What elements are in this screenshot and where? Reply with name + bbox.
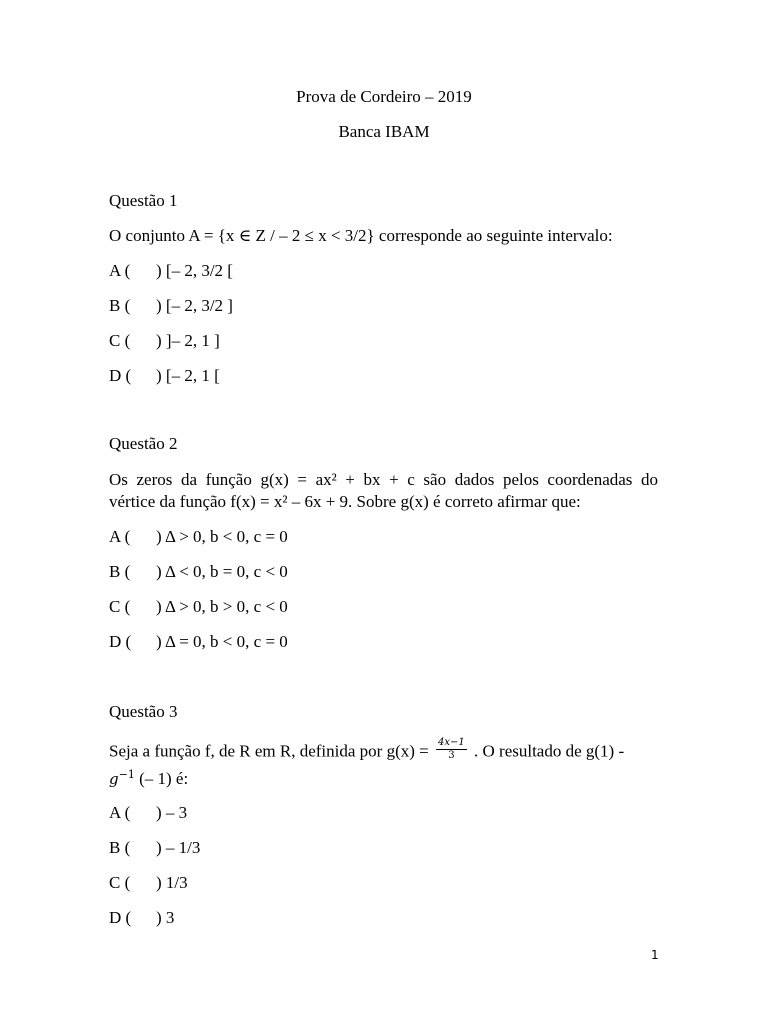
option-letter: B ( — [109, 838, 131, 857]
option-text: ) – 1/3 — [156, 838, 201, 857]
option-text: ) ]– 2, 1 ] — [156, 331, 220, 350]
question-2-option-b — [109, 562, 288, 582]
question-3-option-a — [109, 803, 187, 823]
question-3-statement-line-2 — [109, 768, 188, 789]
option-text: ) [– 2, 3/2 ] — [156, 296, 233, 315]
statement-rest: (– 1) é: — [134, 769, 189, 788]
option-text: ) Δ < 0, b = 0, c < 0 — [156, 562, 288, 581]
fraction-numerator: 4x−1 — [438, 737, 465, 748]
question-3-statement-line-1 — [109, 737, 625, 765]
question-3-heading: Questão 3 — [109, 702, 178, 721]
question-2-statement-line-1: Os zeros da função g(x) = ax² + bx + c são dados pelos coordenadas do — [109, 470, 658, 489]
question-1-option-b — [109, 296, 233, 316]
option-text: ) [– 2, 1 [ — [156, 366, 220, 385]
option-text: ) [– 2, 3/2 [ — [156, 261, 233, 280]
inverse-function — [109, 770, 135, 788]
statement-prefix: Seja a função f, de R em R, definida por g(x) = — [109, 741, 433, 761]
document-subtitle: Banca IBAM — [338, 122, 430, 141]
option-text: ) Δ > 0, b > 0, c < 0 — [156, 597, 288, 616]
question-3-option-c — [109, 873, 188, 893]
page-number: 1 — [651, 948, 659, 962]
option-text: ) Δ > 0, b < 0, c = 0 — [156, 527, 288, 546]
question-2-option-d — [109, 632, 288, 652]
question-1-option-a — [109, 261, 233, 281]
option-text: ) 3 — [156, 908, 175, 927]
question-2-option-c — [109, 597, 288, 617]
question-3-option-b — [109, 838, 200, 858]
option-letter: D ( — [109, 908, 132, 927]
fraction — [436, 737, 467, 762]
option-text: ) – 3 — [156, 803, 188, 822]
option-letter: C ( — [109, 873, 131, 892]
option-letter: B ( — [109, 296, 131, 315]
question-2-heading: Questão 2 — [109, 434, 178, 453]
question-1-option-c — [109, 331, 220, 351]
fraction-denominator: 3 — [448, 750, 455, 761]
statement-suffix: . O resultado de g(1) - — [469, 741, 625, 761]
option-letter: C ( — [109, 597, 131, 616]
option-letter: A ( — [109, 261, 131, 280]
option-letter: D ( — [109, 366, 132, 385]
option-letter: A ( — [109, 527, 131, 546]
option-letter: D ( — [109, 632, 132, 651]
question-1-option-d — [109, 366, 220, 386]
question-1-statement: O conjunto A = {x ∈ Z / – 2 ≤ x < 3/2} corresponde ao seguinte intervalo: — [109, 226, 613, 245]
option-letter: C ( — [109, 331, 131, 350]
option-letter: B ( — [109, 562, 131, 581]
question-1-heading: Questão 1 — [109, 191, 178, 210]
question-3-option-d — [109, 908, 174, 928]
option-letter: A ( — [109, 803, 131, 822]
question-2-option-a — [109, 527, 288, 547]
option-text: ) Δ = 0, b < 0, c = 0 — [156, 632, 288, 651]
document-title: Prova de Cordeiro – 2019 — [296, 87, 472, 106]
inverse-base: g — [109, 770, 119, 788]
question-2-statement-line-2: vértice da função f(x) = x² – 6x + 9. Sobre g(x) é correto afirmar que: — [109, 492, 581, 511]
inverse-exponent: −1 — [118, 768, 135, 781]
option-text: ) 1/3 — [156, 873, 188, 892]
